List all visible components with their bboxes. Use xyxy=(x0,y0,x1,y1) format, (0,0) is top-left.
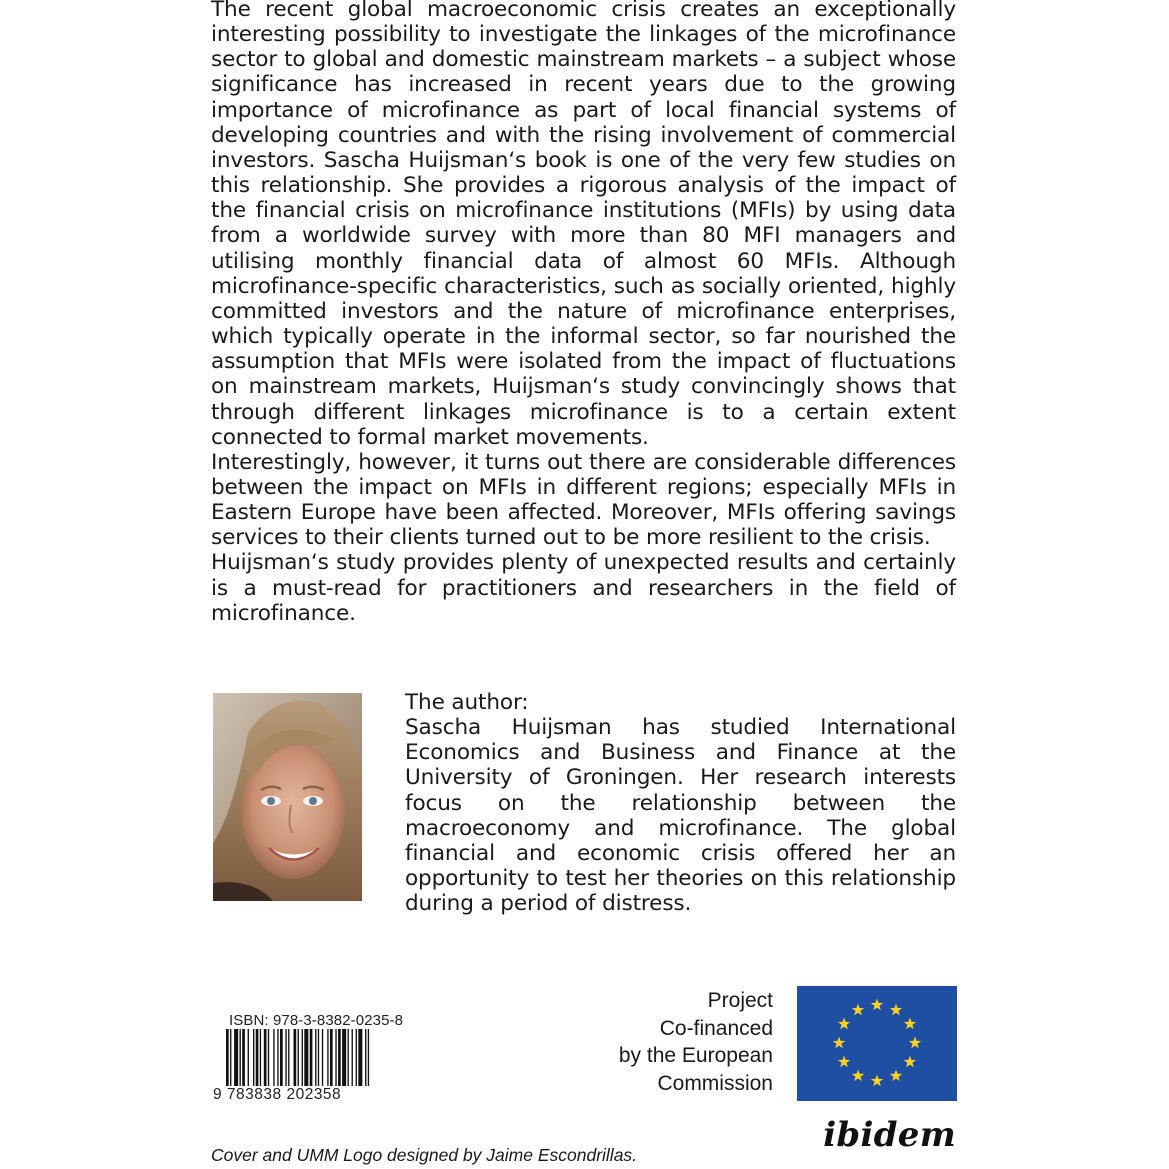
barcode-bar xyxy=(327,1029,328,1086)
barcode-icon xyxy=(226,1029,414,1093)
barcode-bar xyxy=(277,1029,278,1086)
barcode-bar xyxy=(298,1029,299,1086)
barcode-bar xyxy=(356,1029,357,1086)
barcode-bar xyxy=(358,1029,362,1086)
barcode-bar xyxy=(226,1029,229,1086)
barcode-bar xyxy=(273,1029,274,1086)
author-photo xyxy=(213,693,362,901)
barcode-bar xyxy=(280,1029,283,1086)
barcode-bar xyxy=(310,1029,313,1086)
barcode-bar xyxy=(342,1029,346,1086)
funding-line-3: by the European xyxy=(618,1044,773,1067)
barcode-bar xyxy=(348,1029,349,1086)
barcode-bar xyxy=(302,1029,303,1086)
blurb-paragraph-1: The recent global macroeconomic crisis creates an exceptionally interesting possibility to investigate the linkages of the microfinance sector to global and domestic mainstream markets – a subject whose significance has increased in recent years due to the growing importance of microfinance as part of local financial systems of developing countries and with the rising involvement of commercial investors. Sascha Huijsman‘s book is one of the very few studies on this relationship. She provides a rigorous analysis of the impact of the financial crisis on microfinance institutions (MFIs) by using data from a worldwide survey with more than 80 MFI managers and utilising monthly financial data of almost 60 MFIs. Although microfinance-specific characteristics, such as socially oriented, highly committed investors and the nature of microfinance enterprises, which typically operate in the informal sector, so far nourished the assumption that MFIs were isolated from the impact of fluctuations on mainstream markets, Huijsman‘s study convincingly shows that through different linkages microfinance is to a certain extent connected to formal market movements. xyxy=(211,0,956,450)
barcode-bar xyxy=(268,1029,269,1086)
barcode-bar xyxy=(330,1029,333,1086)
book-blurb xyxy=(211,0,956,626)
blurb-paragraph-2: Interestingly, however, it turns out there are considerable differences between the impact on MFIs in different regions; especially MFIs in Eastern Europe have been affected. Moreover, MFIs offering savings services to their clients turned out to be more resilient to the crisis. xyxy=(211,449,956,551)
funding-line-1: Project xyxy=(707,989,773,1012)
barcode-bar xyxy=(365,1029,366,1086)
barcode-bar xyxy=(322,1029,323,1086)
barcode-bar xyxy=(318,1029,319,1086)
author-section xyxy=(405,690,956,916)
barcode-bar xyxy=(248,1029,249,1086)
barcode-bar xyxy=(304,1029,308,1086)
author-bio: Sascha Huijsman has studied International Economics and Business and Finance at the University of Groningen. Her research interests focus on the relationship between the macroeconomy and microfinance. The global financial and economic crisis offered her an opportunity to test her theories on this relationship during a period of distress. xyxy=(405,715,956,917)
barcode-bar xyxy=(338,1029,341,1086)
publisher-logo: ibidem xyxy=(823,1115,956,1155)
barcode-bar xyxy=(352,1029,353,1086)
barcode-bar xyxy=(288,1029,289,1086)
funding-statement xyxy=(560,987,773,1097)
eu-flag-icon xyxy=(797,986,957,1101)
barcode-bar xyxy=(234,1029,238,1086)
barcode-bar xyxy=(253,1029,254,1086)
cover-credit: Cover and UMM Logo designed by Jaime Escondrillas. xyxy=(211,1145,638,1165)
barcode-bar xyxy=(260,1029,261,1086)
funding-line-4: Commission xyxy=(657,1071,773,1095)
blurb-paragraph-3: Huijsman‘s study provides plenty of unexpected results and certainly is a must-read for practitioners and researchers in the field of microfinance. xyxy=(211,550,956,626)
author-heading: The author: xyxy=(405,690,529,715)
barcode-bar xyxy=(230,1029,231,1086)
barcode-bar xyxy=(294,1029,297,1086)
barcode-bar xyxy=(368,1029,369,1086)
barcode-bar xyxy=(285,1029,286,1086)
barcode-bar xyxy=(335,1029,336,1086)
barcode-bar xyxy=(242,1029,245,1086)
author-portrait-icon xyxy=(213,693,362,901)
isbn-label: ISBN: 978-3-8382-0235-8 xyxy=(229,1012,404,1029)
barcode-number: 9 783838 202358 xyxy=(213,1086,342,1103)
barcode-bar xyxy=(240,1029,241,1086)
funding-line-2: Co-financed xyxy=(659,1016,773,1040)
barcode-bar xyxy=(315,1029,316,1086)
barcode-bar xyxy=(256,1029,259,1086)
barcode-bar xyxy=(264,1029,267,1086)
